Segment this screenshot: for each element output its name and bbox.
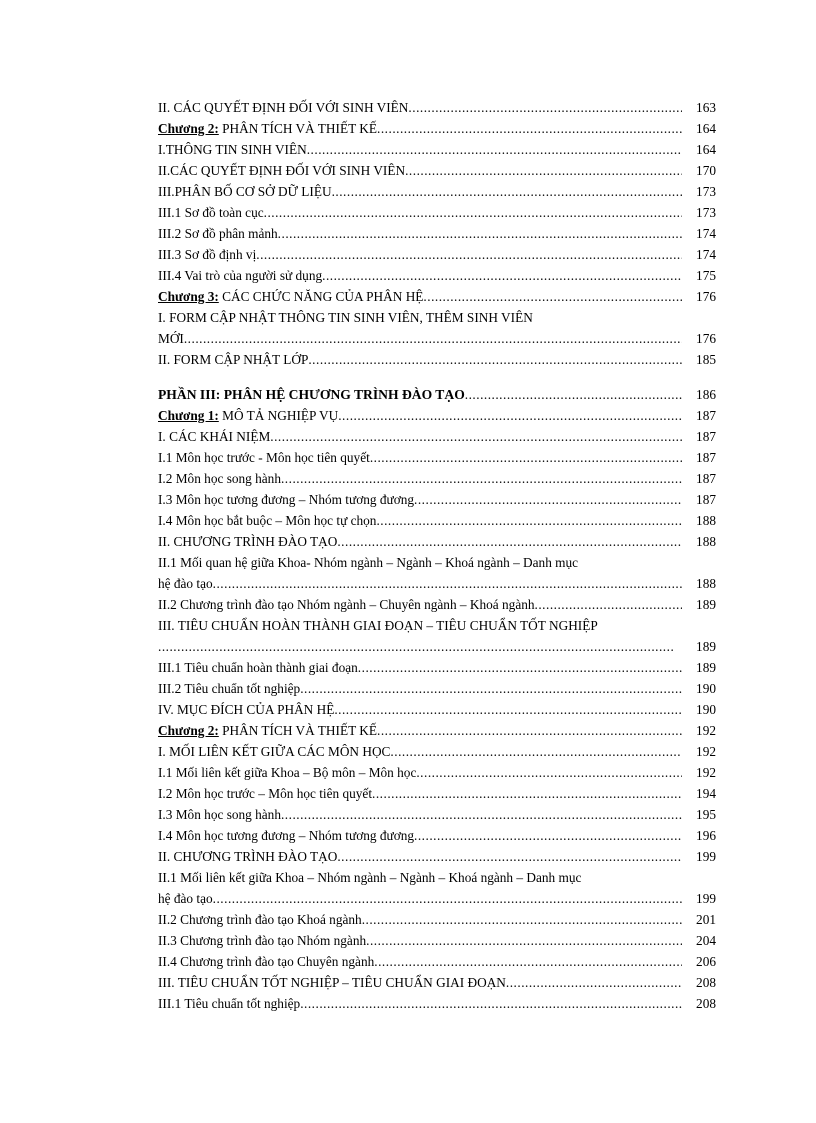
- toc-page-number: 176: [696, 289, 716, 304]
- chapter-title: PHÂN TÍCH VÀ THIẾT KẾ: [218, 121, 378, 136]
- toc-page-number: 173: [696, 205, 716, 220]
- toc-entry[interactable]: [158, 678, 716, 699]
- toc-entry-title: III.1 Tiêu chuẩn hoàn thành giai đoạn: [158, 660, 358, 675]
- toc-entry-title: I.2 Môn học trước – Môn học tiên quyết: [158, 786, 373, 801]
- toc-entry[interactable]: [158, 993, 716, 1014]
- toc-entry[interactable]: [158, 573, 716, 594]
- chapter-label: Chương 1:: [158, 408, 219, 423]
- toc-page-number: 188: [696, 513, 716, 528]
- dot-leader: [423, 286, 682, 307]
- toc-chapter-entry[interactable]: [158, 286, 716, 307]
- toc-entry[interactable]: [158, 699, 716, 720]
- toc-page-number: 199: [696, 849, 716, 864]
- toc-page-number: 192: [696, 744, 716, 759]
- dot-leader: [338, 405, 682, 426]
- toc-entry[interactable]: [158, 447, 716, 468]
- dot-leader: [184, 328, 682, 349]
- section-gap: [158, 370, 716, 384]
- table-of-contents: [158, 97, 716, 1014]
- toc-page-number: 189: [696, 597, 716, 612]
- toc-entry[interactable]: [158, 741, 716, 762]
- dot-leader: [535, 594, 682, 615]
- dot-leader: [506, 972, 682, 993]
- dot-leader: [270, 426, 682, 447]
- toc-entry[interactable]: [158, 349, 716, 370]
- toc-entry-title: II.CÁC QUYẾT ĐỊNH ĐỐI VỚI SINH VIÊN: [158, 163, 406, 178]
- toc-page-number: 187: [696, 408, 716, 423]
- dot-leader: [465, 384, 682, 405]
- dot-leader: [332, 181, 682, 202]
- dot-leader: [366, 930, 682, 951]
- toc-entry-title: II.1 Mối liên kết giữa Khoa – Nhóm ngành – Ngành – Khoá ngành – Danh mục: [158, 870, 582, 885]
- chapter-label: Chương 3:: [158, 289, 219, 304]
- chapter-label: Chương 2:: [158, 723, 219, 738]
- toc-page-number: 201: [696, 912, 716, 927]
- toc-page-number: 195: [696, 807, 716, 822]
- toc-page-number: 164: [696, 121, 716, 136]
- dot-leader: [416, 762, 682, 783]
- toc-page-number: 194: [696, 786, 716, 801]
- dot-leader: [300, 993, 682, 1014]
- toc-page-number: 189: [696, 660, 716, 675]
- toc-entry-line1: [158, 615, 716, 636]
- toc-page-number: 188: [696, 576, 716, 591]
- toc-page-number: 199: [696, 891, 716, 906]
- dot-leader: [414, 489, 682, 510]
- toc-entry[interactable]: [158, 972, 716, 993]
- toc-entry[interactable]: [158, 909, 716, 930]
- toc-entry[interactable]: [158, 265, 716, 286]
- toc-page-number: 175: [696, 268, 716, 283]
- toc-page-number: 164: [696, 142, 716, 157]
- toc-entry[interactable]: [158, 468, 716, 489]
- toc-page-number: 186: [696, 387, 716, 402]
- toc-entry-title: II. CHƯƠNG TRÌNH ĐÀO TẠO: [158, 534, 338, 549]
- toc-entry-title: III.2 Sơ đồ phân mảnh: [158, 226, 278, 241]
- dot-leader: [256, 244, 682, 265]
- toc-page-number: 188: [696, 534, 716, 549]
- dot-leader: [281, 468, 682, 489]
- toc-entry-title: III.4 Vai trò của người sử dụng: [158, 268, 323, 283]
- toc-entry[interactable]: [158, 951, 716, 972]
- toc-entry-title: I.4 Môn học bắt buộc – Môn học tự chọn: [158, 513, 377, 528]
- toc-page-number: 173: [696, 184, 716, 199]
- toc-entry-title: III.3 Sơ đồ định vị: [158, 247, 257, 262]
- dot-leader: [281, 804, 682, 825]
- toc-entry-title: III.2 Tiêu chuẩn tốt nghiệp: [158, 681, 301, 696]
- toc-part-entry[interactable]: [158, 384, 716, 405]
- chapter-title: CÁC CHỨC NĂNG CỦA PHÂN HỆ: [218, 289, 424, 304]
- toc-entry-title: II.4 Chương trình đào tạo Chuyên ngành: [158, 954, 375, 969]
- toc-entry[interactable]: [158, 489, 716, 510]
- dot-leader: [334, 699, 682, 720]
- toc-entry[interactable]: [158, 426, 716, 447]
- toc-entry-title: I.2 Môn học song hành: [158, 471, 281, 486]
- toc-entry[interactable]: [158, 846, 716, 867]
- toc-entry-title: III. TIÊU CHUẨN HOÀN THÀNH GIAI ĐOẠN – TIÊU CHUẨN TỐT NGHIỆP: [158, 618, 598, 633]
- toc-page-number: 187: [696, 450, 716, 465]
- toc-page-number: 187: [696, 471, 716, 486]
- toc-entry[interactable]: [158, 139, 716, 160]
- dot-leader: [307, 139, 682, 160]
- dot-leader: [408, 97, 682, 118]
- toc-entry-title: I.1 Môn học trước - Môn học tiên quyết: [158, 450, 370, 465]
- toc-entry-title: I. FORM CẬP NHẬT THÔNG TIN SINH VIÊN, THÊM SINH VIÊN: [158, 310, 533, 325]
- toc-entry-title: III.1 Tiêu chuẩn tốt nghiệp: [158, 996, 301, 1011]
- toc-entry[interactable]: [158, 825, 716, 846]
- toc-chapter-entry[interactable]: [158, 405, 716, 426]
- toc-entry-title: II.2 Chương trình đào tạo Nhóm ngành – Chuyên ngành – Khoá ngành: [158, 597, 535, 612]
- toc-entry[interactable]: [158, 181, 716, 202]
- dot-leader: [213, 573, 682, 594]
- toc-entry-title: I.4 Môn học tương đương – Nhóm tương đương: [158, 828, 415, 843]
- toc-entry-title: II. FORM CẬP NHẬT LỚP: [158, 352, 309, 367]
- dot-leader: [372, 783, 682, 804]
- dot-leader: [377, 720, 682, 741]
- toc-entry-title: IV. MỤC ĐÍCH CỦA PHÂN HỆ: [158, 702, 335, 717]
- toc-chapter-entry[interactable]: [158, 118, 716, 139]
- toc-page-number: 174: [696, 247, 716, 262]
- dot-leader: [358, 657, 682, 678]
- toc-entry-title: I.THÔNG TIN SINH VIÊN: [158, 142, 307, 157]
- dot-leader: [337, 531, 682, 552]
- toc-entry[interactable]: [158, 160, 716, 181]
- toc-entry[interactable]: [158, 657, 716, 678]
- dot-leader: [322, 265, 682, 286]
- toc-entry[interactable]: [158, 97, 716, 118]
- part-title: PHẦN III: PHÂN HỆ CHƯƠNG TRÌNH ĐÀO TẠO: [158, 387, 465, 402]
- toc-entry-title-cont: hệ đào tạo: [158, 576, 213, 591]
- dot-leader: [374, 951, 682, 972]
- toc-entry-line1: [158, 552, 716, 573]
- toc-entry[interactable]: [158, 510, 716, 531]
- dot-leader: [264, 202, 682, 223]
- toc-page-number: 187: [696, 492, 716, 507]
- chapter-title: MÔ TẢ NGHIỆP VỤ: [218, 408, 339, 423]
- toc-entry-title-cont: hệ đào tạo: [158, 891, 213, 906]
- toc-entry-line1: [158, 307, 716, 328]
- dot-leader: [376, 510, 682, 531]
- toc-page-number: 196: [696, 828, 716, 843]
- toc-entry[interactable]: [158, 531, 716, 552]
- dot-leader: [337, 846, 682, 867]
- toc-entry[interactable]: [158, 783, 716, 804]
- toc-page-number: 187: [696, 429, 716, 444]
- toc-entry-title: [158, 405, 338, 426]
- toc-page-number: 206: [696, 954, 716, 969]
- dot-leader: [414, 825, 682, 846]
- toc-page-number: 174: [696, 226, 716, 241]
- toc-entry[interactable]: [158, 762, 716, 783]
- toc-page-number: 185: [696, 352, 716, 367]
- dot-leader: [370, 447, 682, 468]
- toc-entry[interactable]: [158, 594, 716, 615]
- toc-page-number: 204: [696, 933, 716, 948]
- toc-page-number: 163: [696, 100, 716, 115]
- toc-entry-title: II.2 Chương trình đào tạo Khoá ngành: [158, 912, 362, 927]
- dot-leader: [278, 223, 682, 244]
- toc-page-number: 208: [696, 975, 716, 990]
- toc-entry-title: III.PHÂN BỐ CƠ SỞ DỮ LIỆU: [158, 184, 332, 199]
- toc-entry-title: I.3 Môn học song hành: [158, 807, 281, 822]
- toc-page-number: 170: [696, 163, 716, 178]
- toc-entry[interactable]: [158, 244, 716, 265]
- dot-leader: [308, 349, 682, 370]
- toc-entry-title: [158, 118, 377, 139]
- dot-leader: [390, 741, 682, 762]
- toc-entry[interactable]: [158, 930, 716, 951]
- toc-page-number: 190: [696, 702, 716, 717]
- toc-entry[interactable]: [158, 636, 716, 657]
- chapter-label: Chương 2:: [158, 121, 219, 136]
- toc-page-number: 190: [696, 681, 716, 696]
- dot-leader: [362, 909, 682, 930]
- toc-entry[interactable]: [158, 223, 716, 244]
- toc-entry-title: I.3 Môn học tương đương – Nhóm tương đương: [158, 492, 415, 507]
- toc-entry-title: I. CÁC KHÁI NIỆM: [158, 429, 271, 444]
- toc-page-number: 192: [696, 723, 716, 738]
- toc-entry[interactable]: [158, 328, 716, 349]
- toc-entry-title: I. MỐI LIÊN KẾT GIỮA CÁC MÔN HỌC: [158, 744, 391, 759]
- toc-entry-title: II.1 Mối quan hệ giữa Khoa- Nhóm ngành – Ngành – Khoá ngành – Danh mục: [158, 555, 579, 570]
- toc-entry[interactable]: [158, 888, 716, 909]
- toc-entry-title: III.1 Sơ đồ toàn cục: [158, 205, 264, 220]
- toc-entry-title-cont: MỚI: [158, 331, 184, 346]
- toc-entry-title: III. TIÊU CHUẨN TỐT NGHIỆP – TIÊU CHUẨN GIAI ĐOẠN: [158, 975, 506, 990]
- dot-leader: [405, 160, 682, 181]
- dot-leader: [377, 118, 682, 139]
- dot-leader: [300, 678, 682, 699]
- toc-entry-title: [158, 286, 423, 307]
- toc-page-number: 208: [696, 996, 716, 1011]
- toc-page-number: 189: [696, 639, 716, 654]
- toc-entry-title: II. CHƯƠNG TRÌNH ĐÀO TẠO: [158, 849, 338, 864]
- toc-page-number: 176: [696, 331, 716, 346]
- toc-page-number: 192: [696, 765, 716, 780]
- chapter-title: PHÂN TÍCH VÀ THIẾT KẾ: [218, 723, 378, 738]
- toc-entry-title: I.1 Mối liên kết giữa Khoa – Bộ môn – Môn học: [158, 765, 417, 780]
- toc-entry[interactable]: [158, 202, 716, 223]
- toc-entry-title: II.3 Chương trình đào tạo Nhóm ngành: [158, 933, 367, 948]
- toc-entry-title: II. CÁC QUYẾT ĐỊNH ĐỐI VỚI SINH VIÊN: [158, 100, 409, 115]
- toc-entry[interactable]: [158, 804, 716, 825]
- toc-entry-title: [158, 720, 377, 741]
- toc-chapter-entry[interactable]: [158, 720, 716, 741]
- dot-leader: [213, 888, 682, 909]
- dot-leader: [158, 636, 674, 657]
- toc-entry-line1: [158, 867, 716, 888]
